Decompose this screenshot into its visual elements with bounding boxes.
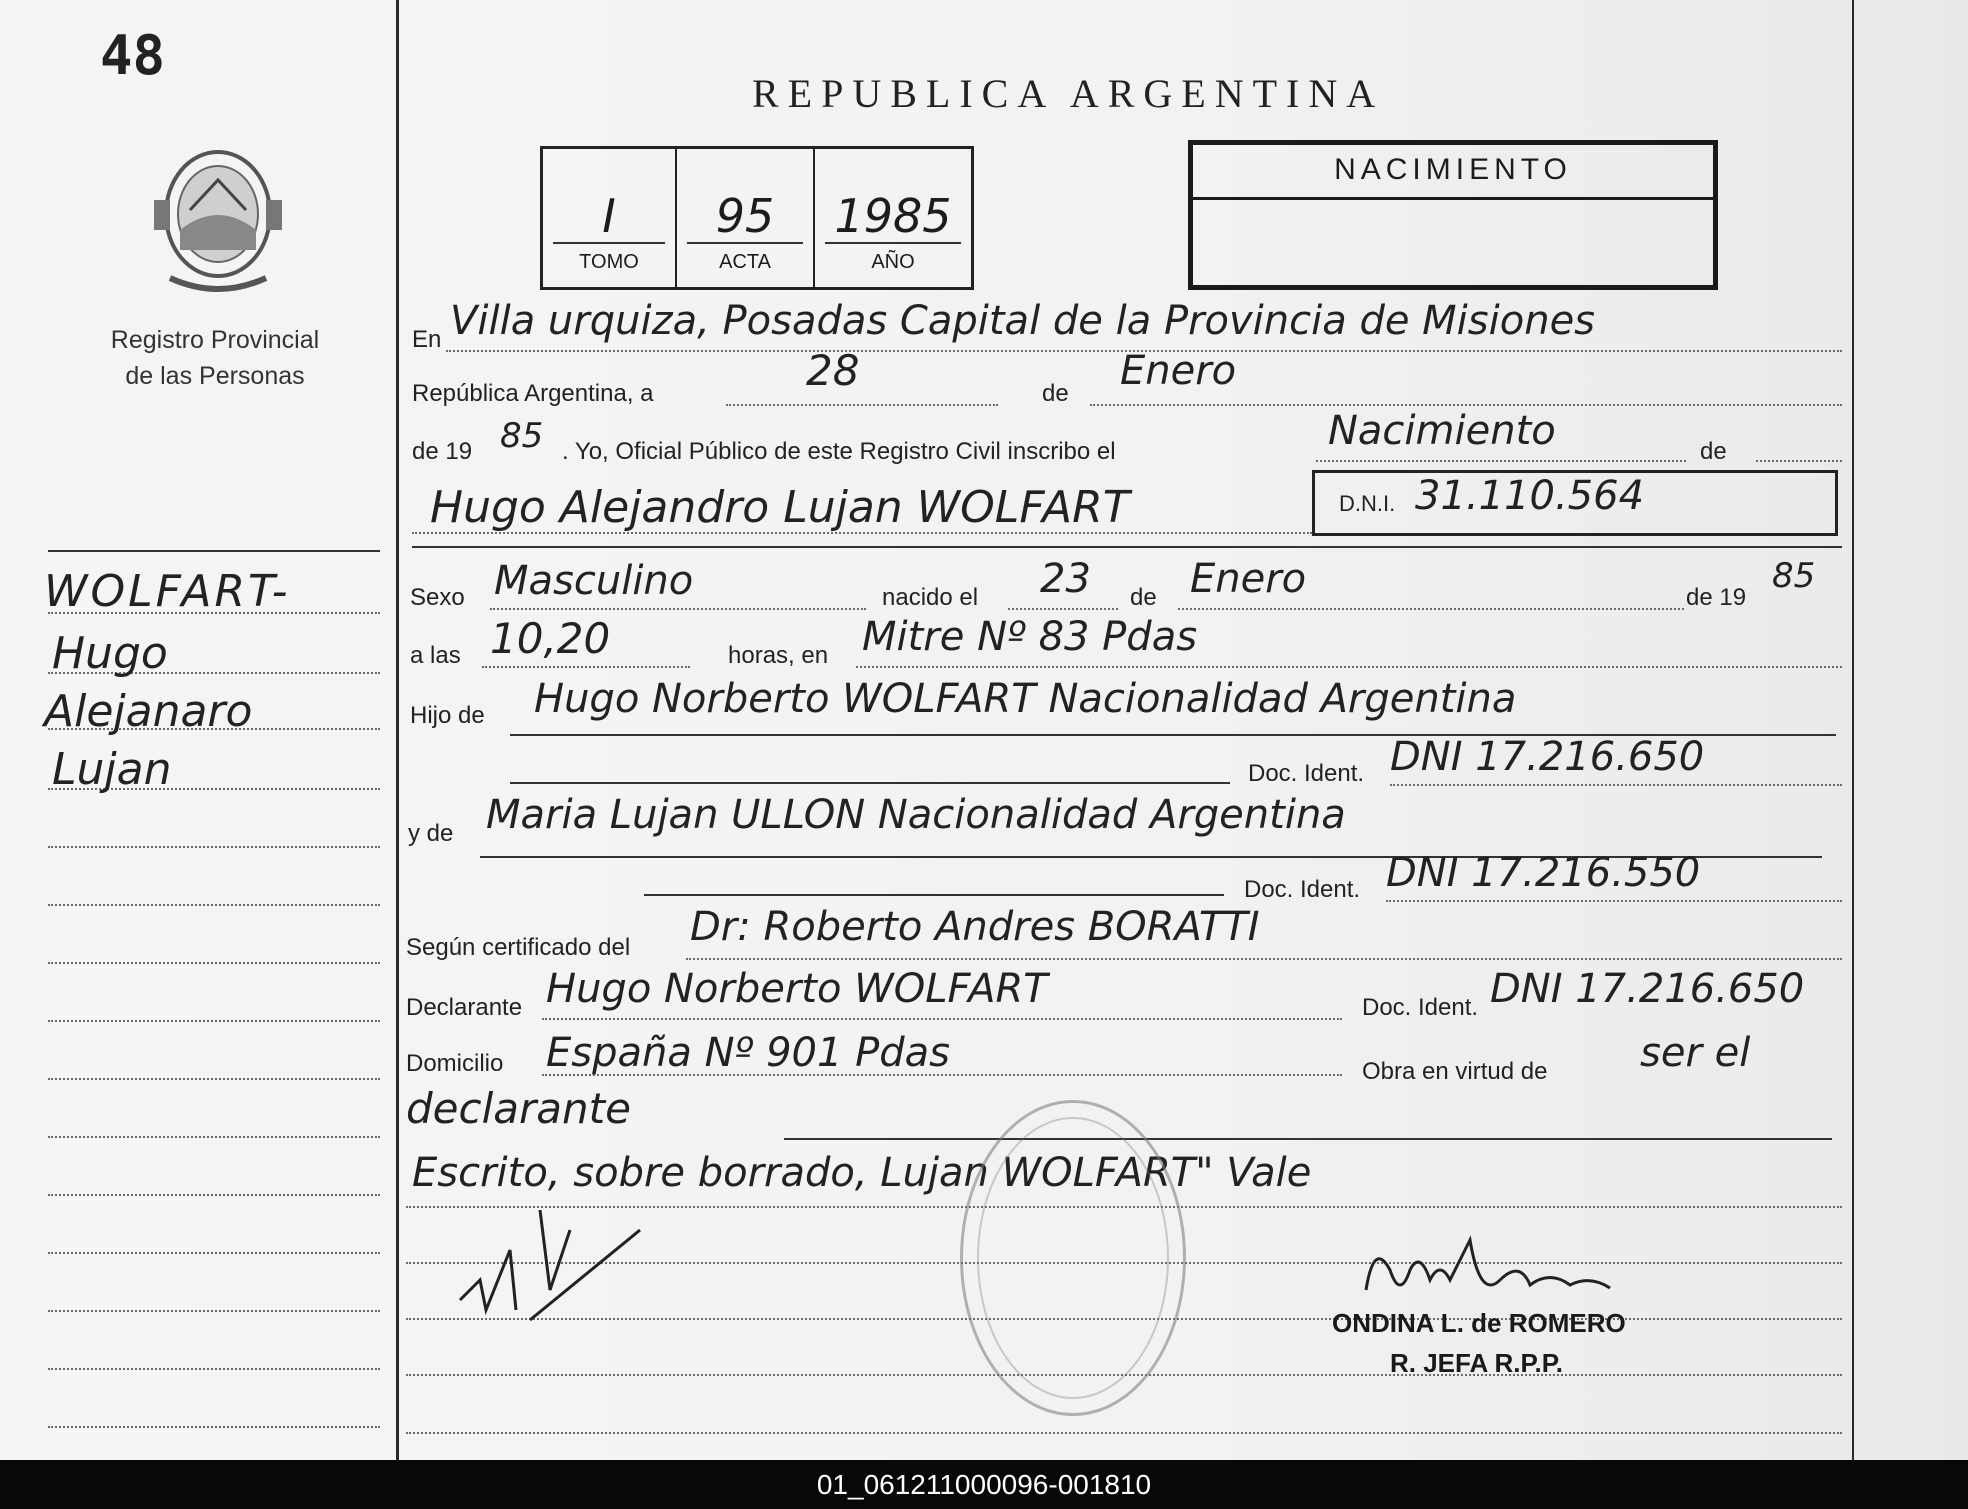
correction-note: Escrito, sobre borrado, Lujan WOLFART" Vale	[412, 1150, 1312, 1196]
domicilio-line	[542, 1074, 1342, 1076]
margin-line	[48, 1252, 380, 1254]
month-line	[1090, 404, 1842, 406]
official-stamp	[960, 1100, 1186, 1416]
margin-line	[48, 962, 380, 964]
declarante-doc-value: DNI 17.216.650	[1490, 966, 1805, 1012]
margin-top-rule	[48, 550, 380, 552]
dni-value: 31.110.564	[1415, 473, 1645, 519]
alas-label: a las	[410, 642, 461, 669]
doc-label: Doc. Ident.	[1248, 760, 1365, 787]
tomo-label: TOMO	[579, 251, 639, 273]
doc-label-2: Doc. Ident.	[1244, 876, 1361, 903]
segun-label: Según certificado del	[406, 934, 631, 961]
birth-day-line	[1008, 608, 1118, 610]
anio-underline	[825, 242, 961, 244]
declarant-signature-icon	[450, 1190, 650, 1345]
mother-value: Maria Lujan ULLON Nacionalidad Argentina	[486, 792, 1346, 838]
main-frame-right	[1852, 0, 1854, 1460]
mother-doc-line	[1386, 900, 1842, 902]
father-value: Hugo Norberto WOLFART Nacionalidad Argentina	[534, 676, 1517, 722]
declarante-label: Declarante	[406, 994, 523, 1021]
hour-line	[482, 666, 690, 668]
hijo-label: Hijo de	[410, 702, 485, 729]
country-heading: REPUBLICA ARGENTINA	[752, 71, 1385, 116]
birth-day-value: 23	[1040, 556, 1091, 602]
tomo-underline	[553, 242, 665, 244]
margin-line	[48, 1136, 380, 1138]
de19-label: de 19	[1686, 584, 1747, 611]
margin-name-line-1: WOLFART-	[44, 566, 291, 617]
nacido-label: nacido el	[882, 584, 979, 611]
doc-label-3: Doc. Ident.	[1362, 994, 1479, 1021]
father-doc-line	[1390, 784, 1842, 786]
official-title: R. JEFA R.P.P.	[1390, 1348, 1563, 1378]
en-label: En	[412, 326, 442, 353]
father-doc-blank-line	[510, 782, 1230, 784]
margin-line	[48, 1310, 380, 1312]
acta-underline	[687, 242, 803, 244]
birth-place-line	[856, 666, 1842, 668]
acta-table	[540, 146, 974, 290]
tomo-cell	[543, 149, 677, 287]
full-name-value: Hugo Alejandro Lujan WOLFART	[430, 482, 1130, 533]
acta-value: 95	[715, 189, 775, 243]
record-type-separator	[1193, 197, 1713, 200]
obra-label: Obra en virtud de	[1362, 1058, 1548, 1085]
name-block-rule	[412, 546, 1842, 548]
de-label-2: de	[1700, 438, 1727, 465]
official-stamp-inner	[977, 1117, 1169, 1399]
sexo-value: Masculino	[494, 558, 694, 604]
full-name-line	[412, 532, 1312, 534]
anio-cell	[815, 149, 971, 287]
act-line-end	[1756, 460, 1842, 462]
doctor-value: Dr: Roberto Andres BORATTI	[690, 904, 1260, 950]
obra-continuation-line	[784, 1138, 1832, 1140]
dni-label: D.N.I.	[1339, 491, 1396, 516]
registry-name	[70, 322, 360, 394]
year-suffix-value: 85	[500, 416, 544, 456]
act-value: Nacimiento	[1328, 408, 1556, 454]
mother-doc-blank-line	[644, 894, 1224, 896]
birth-month-line	[1178, 608, 1684, 610]
dni-box	[1312, 470, 1838, 536]
sexo-line	[490, 608, 866, 610]
record-type-title: NACIMIENTO	[1334, 153, 1572, 186]
yde-label: y de	[408, 820, 454, 847]
margin-line	[48, 846, 380, 848]
month-value: Enero	[1120, 348, 1237, 394]
margin-name-line-2: Hugo	[52, 628, 168, 679]
day-value: 28	[806, 346, 860, 395]
mother-doc-value: DNI 17.216.550	[1386, 850, 1701, 896]
oficial-text: . Yo, Oficial Público de este Registro Civil inscribo el	[562, 438, 1116, 465]
birth-year-value: 85	[1772, 556, 1816, 596]
margin-line	[48, 1078, 380, 1080]
registry-name-line1: Registro Provincial	[110, 326, 320, 354]
record-type-box	[1188, 140, 1718, 290]
obra-continuation-value: declarante	[406, 1084, 631, 1133]
day-line	[726, 404, 998, 406]
obra-value: ser el	[1640, 1030, 1751, 1076]
doctor-line	[686, 958, 1842, 960]
domicilio-value: España Nº 901 Pdas	[546, 1030, 951, 1076]
birth-place-value: Mitre Nº 83 Pdas	[862, 614, 1198, 660]
de-label: de	[1042, 380, 1069, 407]
main-frame-left	[396, 0, 399, 1460]
birth-month-value: Enero	[1190, 556, 1307, 602]
margin-line	[48, 1368, 380, 1370]
tomo-value: I	[602, 189, 616, 243]
margin-line	[48, 1426, 380, 1428]
margin-name-line-3: Alejanaro	[44, 686, 253, 737]
blank-line	[406, 1432, 1842, 1434]
acta-label: ACTA	[719, 251, 771, 273]
place-value: Villa urquiza, Posadas Capital de la Provincia de Misiones	[450, 298, 1596, 344]
sexo-label: Sexo	[410, 584, 465, 611]
page-number: 48	[100, 24, 166, 87]
anio-label: AÑO	[871, 251, 915, 273]
hour-value: 10,20	[490, 614, 611, 663]
margin-name-line-4: Lujan	[52, 744, 172, 795]
province-crest-icon	[150, 140, 286, 305]
year-prefix-label: de 19	[412, 438, 473, 465]
document-id-footer: 01_061211000096-001810	[0, 1460, 1968, 1509]
father-doc-value: DNI 17.216.650	[1390, 734, 1705, 780]
official-signature-icon	[1360, 1230, 1620, 1315]
margin-line	[48, 904, 380, 906]
margin-line	[48, 1194, 380, 1196]
declarante-line	[542, 1018, 1342, 1020]
act-line	[1316, 460, 1686, 462]
horas-label: horas, en	[728, 642, 829, 669]
de-label-3: de	[1130, 584, 1157, 611]
republica-label: República Argentina, a	[412, 380, 654, 407]
anio-value: 1985	[834, 189, 952, 243]
registry-name-line2: de las Personas	[125, 362, 305, 390]
official-name: ONDINA L. de ROMERO	[1332, 1308, 1626, 1338]
margin-line	[48, 1020, 380, 1022]
declarante-value: Hugo Norberto WOLFART	[546, 966, 1048, 1012]
domicilio-label: Domicilio	[406, 1050, 504, 1077]
acta-cell	[677, 149, 815, 287]
